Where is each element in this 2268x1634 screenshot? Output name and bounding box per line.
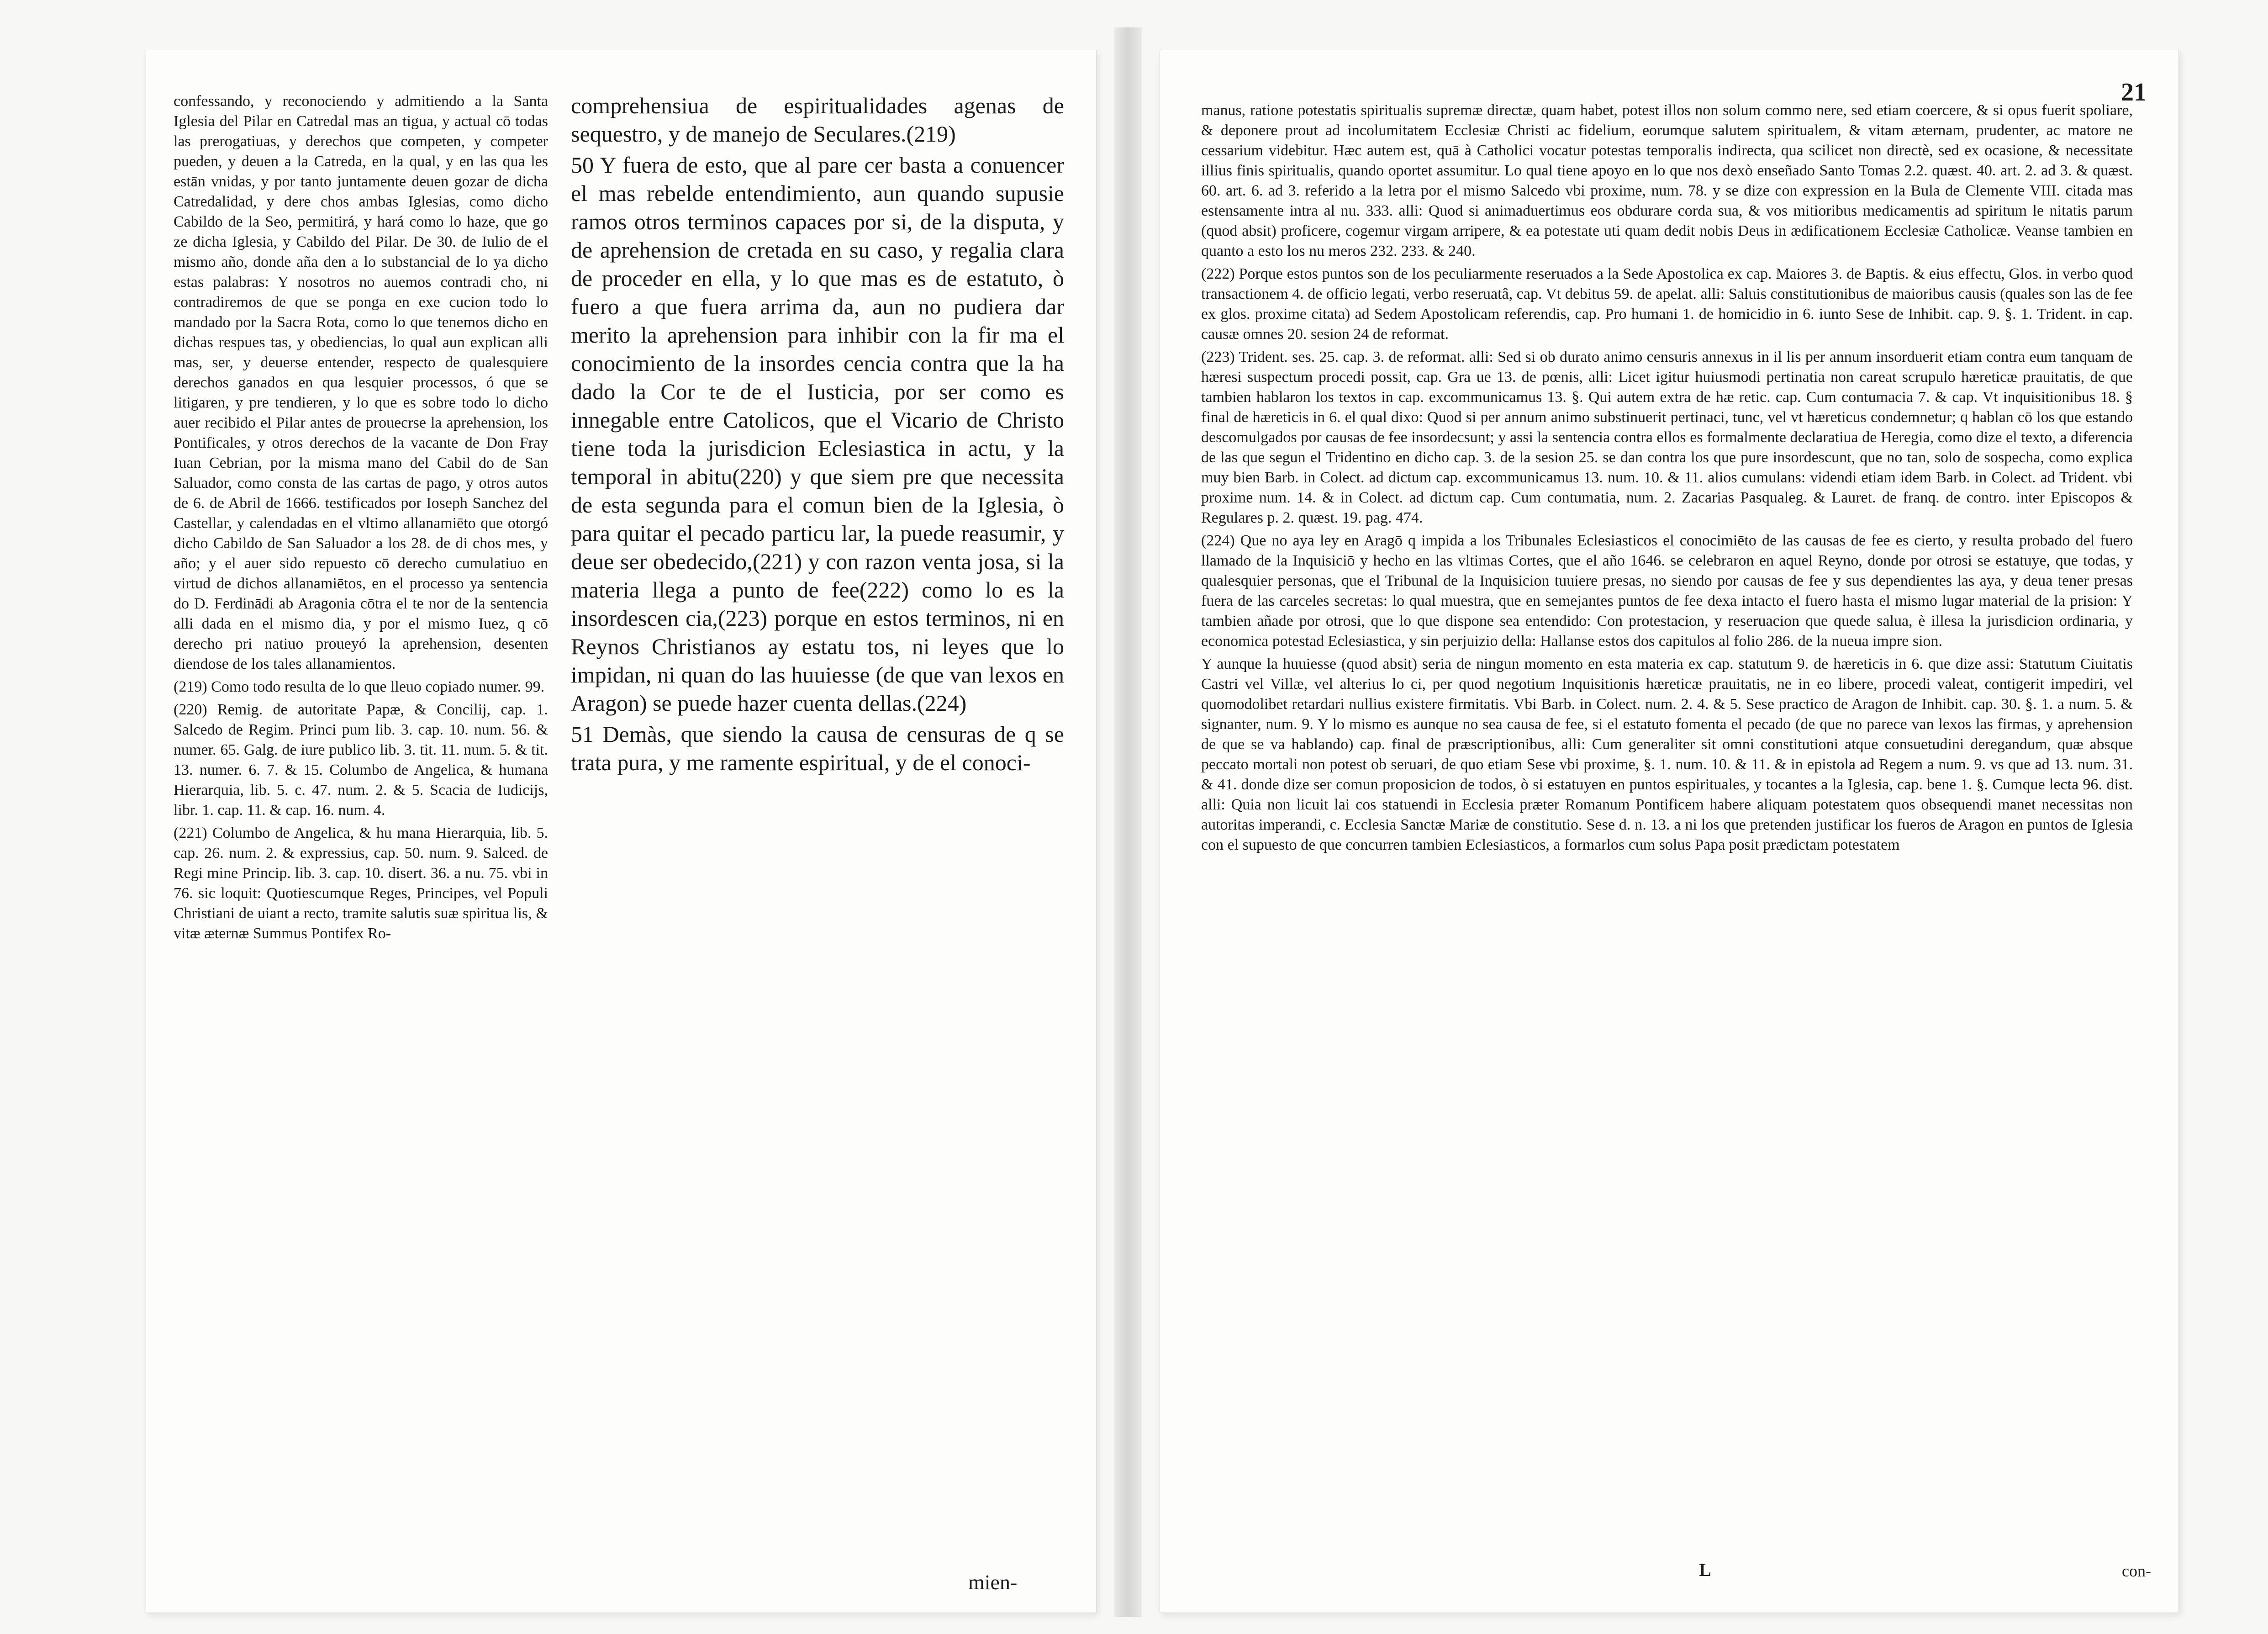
left-page [146, 50, 1096, 1613]
paragraph-51: 51 Demàs, que siendo la causa de censuras de q se trata pura, y me ramente espiritual, y de el conoci- [571, 721, 1064, 775]
footnote-219: (219) Como todo resulta de lo que lleuo copiado numer. 99. [174, 678, 545, 695]
paragraph-intro: comprehensiua de espiritualidades agenas de sequestro, y de manejo de Seculares.(219) [571, 93, 1064, 147]
catchword-right: con- [2122, 1562, 2151, 1580]
catchword-left: mien- [968, 1571, 1018, 1594]
folio-number: 21 [2121, 78, 2147, 106]
book-gutter [1114, 27, 1142, 1617]
continuation-paragraph: manus, ratione potestatis spiritualis supremæ directæ, quam habet, potest illos non solum commo nere, sed etiam coercere, & si opus fuerit spoliare, & deponere prout ad incolumitatem Ecclesiæ Christi ac fidelium, eorumque salutem spiritualem, & vitam æternam, prudenter, ac matore ne cessarium videbitur. Hæc autem est, quā à Catholici vocatur potestas temporalis indirecta, qua scilicet non directè, sed ex ocasione, & necessitate illius finis spiritualis, quando oportet assumitur. Lo qual tiene apoyo en lo que nos dexò enseñado Santo Tomas 2.2. quæst. 40. art. 2. ad 3. & quæst. 60. art. 6. ad 3. referido a la letra por el mismo Salcedo vbi proxime, num. 78. y se dize con expression en la Bula de Clemente VIII. citada mas estensamente intra al nu. 333. alli: Quod si animaduertimus eos obdurare corda sua, & vos mitioribus medicamentis ad spiritum le nitatis parum (quod absit) proficere, cogemur virgam arripere, & ea potestate uti quam dedit nobis Deus in ædificationem Ecclesiæ Catholicæ. Veanse tambien en quanto a esto los nu meros 232. 233. & 240. [1201, 102, 2133, 259]
footnote-222: (222) Porque estos puntos son de los peculiarmente reseruados a la Sede Apostolica ex cap. Maiores 3. de Baptis. & eius effectu, Glos. in verbo quod transactionem 4. de officio legati, verbo reseruatâ, cap. Vt debitus 59. de apelat. alli: Saluis constitutionibus de maioribus causis (quales son las de fee ex glos. proxime citata) ad Sedem Apostolicam referendis, cap. Pro humani 1. de homicidio in 6. iunto Sese de Inhibit. cap. 9. §. 1. Trident. in cap. causæ omnes 20. sesion 24 de reformat. [1201, 265, 2133, 343]
right-page [1160, 50, 2178, 1613]
footnote-220: (220) Remig. de autoritate Papæ, & Concilij, cap. 1. Salcedo de Regim. Princi pum lib. 3. cap. 10. num. 56. & numer. 65. Galg. de iure publico lib. 3. tit. 11. num. 5. & tit. 13. numer. 6. 7. & 15. Columbo de Angelica, & humana Hierarquia, lib. 5. c. 47. num. 2. & 5. Scacia de Iudicijs, libr. 1. cap. 11. & cap. 16. num. 4. [174, 701, 548, 819]
signature-mark: L [1699, 1560, 1711, 1580]
left-column-b [571, 91, 1064, 1553]
paragraph-50: 50 Y fuera de esto, que al pare cer basta a conuencer el mas rebelde entendimiento, aun quando supusie ramos otros terminos capaces por si, de la disputa, y de aprehension de cretada en su caso, y regalia clara de proceder en ella, y lo que mas es de estatuto, ò fuero a que fuera arrima da, aun no pudiera dar merito la aprehension para inhibir con la fir ma el conocimiento de la insordes cencia contra que la ha dado la Cor te de el Iusticia, por ser como es innegable entre Catolicos, que el Vicario de Christo tiene toda la jurisdicion Eclesiastica in actu, y la temporal in abitu(220) y que siem pre que necessita de esta segunda para el comun bien de la Iglesia, ò para quitar el pecado particu lar, la puede reasumir, y deue ser obedecido,(221) y con razon venta josa, si la materia llega a punto de fee(222) como lo es la insordescen cia,(223) porque en estos terminos, ni en Reynos Christianos ay estatu tos, ni leyes que lo impidan, ni quan do las huuiesse (de que van lexos en Aragon) se puede hazer cuenta dellas.(224) [571, 152, 1064, 716]
footnote-221: (221) Columbo de Angelica, & hu mana Hierarquia, lib. 5. cap. 26. num. 2. & expressius, cap. 50. num. 9. Salced. de Regi mine Princip. lib. 3. cap. 10. disert. 36. a nu. 75. vbi in 76. sic loquit: Quotiescumque Reges, Principes, vel Populi Christiani de uiant a recto, tramite salutis suæ spiritua lis, & vitæ æternæ Summus Pontifex Ro- [174, 825, 548, 942]
footnote-224: (224) Que no aya ley en Aragō q impida a los Tribunales Eclesiasticos el conocimiēto de las causas de fee es cierto, y resulta probado del fuero llamado de la Inquisiciō y hecho en las vltimas Cortes, que el año 1646. se celebraron en aquel Reyno, donde por otrosi se estatuye, que todas, y qualesquier personas, que el Tribunal de la Inquisicion tuuiere presas, no siendo por causas de fee y sus dependientes las aya, y deua tener presas fuera de las carceles secretas: lo qual muestra, que en semejantes puntos de fee dexa intacto el fuero hasta el mismo lugar material de la prision: Y tambien añade por otrosi, que lo que dispone sea entendido: Con protestacion, y reseruacion que quede salua, è illesa la jurisdicion ordinaria, y economica potestad Eclesiastica, y sin perjuizio della: Hallanse estos dos capitulos al folio 286. de la nueua impre sion. [1201, 532, 2133, 650]
right-column [1201, 100, 2133, 1553]
left-column-a [174, 91, 548, 1553]
footnote-223: (223) Trident. ses. 25. cap. 3. de reformat. alli: Sed si ob durato animo censuris annexus in il lis per annum insorduerit etiam contra eum tanquam de hæresi suspectum procedi possit, cap. Gra ue 13. de pœnis, alli: Licet igitur huiusmodi pertinatia non careat scrupulo hæreticæ prauitatis, de que tambien hablaron los textos in cap. excommunicamus 13. §. Qui autem extra de hæ retic. cap. Cum contumacia 7. & cap. Vt inquisitionibus 18. § final de hæreticis in 6. el qual dixo: Quod si per annum animo substinuerit pertinaci, tunc, vel vt hæreticus condemnetur; q hablan cō los que estando descomulgados por causas de fee insordecsunt; y assi la sentencia contra ellos es formalmente declaratiua de Heregia, como dize el texto, a diferencia de las que segun el Tridentino en dicho cap. 3. de la sesion 25. se dan contra los que pure insordescunt, que no tan, solo de sospecha, como explica muy bien Barb. in Colect. ad dictum cap. excommunicamus 13. num. 10. & 11. alios cumulans: videndi etiam idem Barb. in Colect. ad Trident. vbi proxime num. 14. & in Colect. ad dictum cap. Cum contumatia, num. 2. Zacarias Pasqualeg. & Lauret. de franq. de contro. inter Episcopos & Regulares p. 2. quæst. 19. pag. 474. [1201, 349, 2133, 526]
footnote-224-cont: Y aunque la huuiesse (quod absit) seria de ningun momento en esta materia ex cap. statutum 9. de hæreticis in 6. que dize assi: Statutum Ciuitatis Castri vel Villæ, vel alterius lo ci, per quod negotium Inquisitionis hæreticæ prauitatis, ne in eo libere, procedi valeat, contigerit impediri, vel quomodolibet retardari nullius existere firmitatis. Vbi Barb. in Colect. num. 2. 4. & 5. Sese practico de Aragon de Inhibit. cap. 30. §. 1. a num. 5. & signanter, num. 9. Y lo mismo es aunque no sea causa de fee, si el estatuto fomenta el pecado (de que no parece van lexos las firmas, y aprehension de que se va hablando) cap. final de præscriptionibus, alli: Cum generaliter sit omni constitutioni atque consuetudini deregandum, quæ absque peccato mortali non potest ob seruari, de quo etiam Sese vbi proxime, §. 1. num. 10. & 11. & in epistola ad Regem a num. 9. vs que ad 13. num. 31. & 41. donde dize ser comun proposicion de todos, ò si estatuyen en puntos espirituales, y tocantes a la Iglesia, cap. bene 1. §. Cumque lecta 96. dist. alli: Quia non licuit lai cos statuendi in Ecclesia præter Romanum Pontificem habere aliquam potestatem quos obsequendi manet necessitas non autoritas imperandi, c. Ecclesia Sanctæ Mariæ de constitutio. Sese d. n. 13. a ni los que pretenden justificar los fueros de Aragon en puntos de Iglesia con el supuesto de que concurren tambien Eclesiasticos, a formarlos cum solus Papa posit prædictam potestatem [1201, 656, 2133, 853]
main-paragraph: confessando, y reconociendo y admitiendo a la Santa Iglesia del Pilar en Catredal mas an tigua, y actual cō todas las prerogatiuas, y derechos que competen, y competer pueden, y deuen a la Catreda, en la qual, y en las qua les estān vnidas, y por tanto juntamente deuen gozar de dicha Catredalidad, y dere chos ambas Iglesias, como dicho Cabildo de la Seo, permitirá, y hará como lo haze, que go ze dicha Iglesia, y Cabildo del Pilar. De 30. de Iulio de el mismo año, donde aña den a lo substancial de lo ya dicho estas palabras: Y nosotros no auemos contradi cho, ni contradiremos de que se ponga en exe cucion todo lo mandado por la Sacra Rota, como lo que tenemos dicho en dichas respues tas, y obediencias, lo qual aun explican alli mas, ser, y deuerse entender, respecto de qualesquiere derechos ganados en qua lesquier processos, ó que se litigaren, y pre tendieren, y lo que es sobre todo lo dicho auer recibido el Pilar antes de prouecrse la aprehension, los Pontificales, y otros derechos de la vacante de Don Fray Iuan Cebrian, por la misma mano del Cabil do de San Saluador, como consta de las cartas de pago, y otros autos de 6. de Abril de 1666. testificados por Ioseph Sanchez del Castellar, y calendadas en el vltimo allanamiēto que otorgó dicho Cabildo de San Saluador a los 28. de di chos mes, y año; y el auer sido repuesto cō derecho cumulatiuo en virtud de dichos allanamiētos, en el processo ya sentencia do D. Ferdinādi ab Aragonia cōtra el te nor de la sentencia alli dada en el mismo dia, y por el mismo Iuez, q cō derecho pri natiuo proueyó la aprehension, desenten diendose de los tales allanamientos. [174, 93, 548, 672]
